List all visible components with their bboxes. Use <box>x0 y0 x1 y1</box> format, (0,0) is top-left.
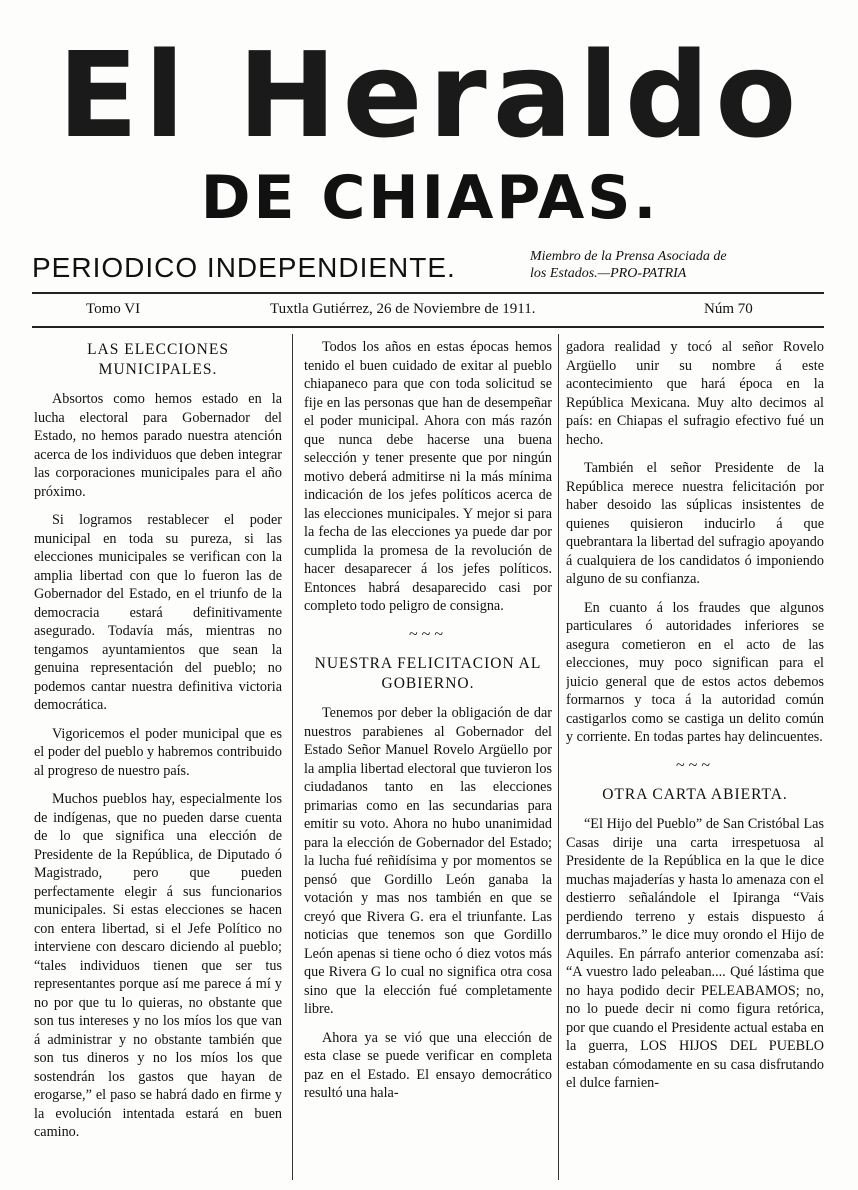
article-paragraph: gadora realidad y tocó al señor Rovelo Argüello unir su nombre á este acontecimiento que hará época en la República Mexicana. Muy alto decimos al país: en Chiapas el sufragio efectivo fué un hecho. <box>566 339 824 448</box>
rule-bottom <box>32 326 824 328</box>
press-membership-line1: Miembro de la Prensa Asociada de <box>530 249 727 264</box>
issue-number: Núm 70 <box>704 301 753 317</box>
column-2 <box>304 338 552 1178</box>
newspaper-subtitle: DE CHIAPAS. <box>200 163 660 233</box>
tagline: PERIODICO INDEPENDIENTE. <box>32 252 456 283</box>
column-3 <box>566 338 824 1178</box>
column-1 <box>34 338 282 1178</box>
column-divider-2 <box>558 334 559 1180</box>
article-paragraph: Vigoricemos el poder municipal que es el poder del pueblo y habremos contribuido al progreso de nuestro país. <box>34 725 282 779</box>
press-membership <box>530 248 830 282</box>
article-heading-carta: OTRA CARTA ABIERTA. <box>602 786 788 803</box>
article-paragraph: Tenemos por deber la obligación de dar nuestros parabienes al Gobernador del Estado Señor Manuel Rovelo Argüello por la amplia libertad electoral que tuvieron los ciudadanos tanto en las elecciones primarias como en las secundarias para emitir su voto. Ahora no hubo unanimidad para la elección de Gobernador del Estado; la lucha fué reñidísima y por momentos se pensó que Gordillo León ganaba la votación y mas nos también en que se creyó que Rivera G. era el triunfante. Las noticias que tenemos son que Gordillo León apenas si tiene ocho ó diez votos más que Rivera G lo cual no significa otra cosa sino que la elección fué completamente libre. <box>304 705 552 1017</box>
article-paragraph: En cuanto á los fraudes que algunos particulares ó autoridades inferiores se asegura cometieron en el acto de las elecciones, muy poco significan para el juicio general que de estos actos debemos formarnos y toca á la autoridad común castigarlos como se castiga un delito común y corriente. En todas partes hay delincuentes. <box>566 599 824 745</box>
column-divider-1 <box>292 334 293 1180</box>
ornament-divider: ~~~ <box>676 756 714 774</box>
article-paragraph: Ahora ya se vió que una elección de esta clase se puede verificar en completa paz en el Estado. El ensayo democrático resultó una hala- <box>304 1029 552 1101</box>
issue-line <box>32 298 824 324</box>
volume: Tomo VI <box>86 301 141 317</box>
article-paragraph: Todos los años en estas épocas hemos tenido el buen cuidado de exitar al pueblo chiapaneco para que con toda solicitud se fije en las personas que han de desempeñar el poder municipal. Ahora con más razón que nunca debe hacerse una buena selección y tener presente que por ningún motivo deberá admitirse ni la más mínima indicación de los jefes políticos acerca de las elecciones municipales. Y mejor si para la fecha de las elecciones ya puede dar por cumplida la promesa de la revolución de hacer desaparecer á los jefes políticos. Entonces habrá desaparecido casi por completo todo peligro de consigna. <box>304 339 552 614</box>
place-date: Tuxtla Gutiérrez, 26 de Noviembre de 1911. <box>270 301 536 317</box>
article-paragraph: Muchos pueblos hay, especialmente los de indígenas, que no pueden darse cuenta de lo que significa una elección de Presidente de la República, de Diputado ó Magistrado, pero que pueden perfectamente elegir á sus funcionarios municipales. Si estas elecciones se hacen con entera libertad, si el Jefe Político no interviene con descaro diciendo al pueblo; “tales individuos tienen que ser tus representantes porque así me parece á mí y no por que tu lo quieras, no obstante que son tus intereses y no los míos los que van á administrar y no obstante también que son tus dineros y no los míos los que sostendrán los gastos que hayan de erogarse,” el paso se habrá dado en firme y la evolución intentada estará en buen camino. <box>34 791 282 1140</box>
article-paragraph: También el señor Presidente de la República merece nuestra felicitación por haber desoido las súplicas insistentes de quienes quisieron inducirlo á que quebrantara la libertad del sufragio apoyando á cualquiera de los candidatos ó imponiendo alguno de su confianza. <box>566 460 824 587</box>
article-heading-elecciones: LAS ELECCIONES MUNICIPALES. <box>87 341 229 378</box>
masthead <box>0 0 858 300</box>
article-paragraph: “El Hijo del Pueblo” de San Cristóbal Las Casas dirije una carta irrespetuosa al Presidente de la República en la que le dice muchas majaderías y hasta lo amenaza con el destierro señalándole el Ipiranga “Vais perdiendo terreno y estais dispuesto á derrumbaros.” le dice muy orondo el Hijo de Aquiles. En párrafo anterior comenzaba así: “A vuestro lado peleaban.... Qué lástima que no haya podido decir PELEABAMOS; no, no lo puede decir ni como figura retórica, por que cuando el Presidente actual estaba en la guerra, LOS HIJOS DEL PUEBLO estaban cómodamente en su casa disfrutando el dulce farnien- <box>566 816 824 1091</box>
article-paragraph: Si logramos restablecer el poder municipal en toda su pureza, si las elecciones municipales se verifican con la amplia libertad con que lo fueron las de Gobernador del Estado, en el triunfo de la democracia estará definitivamente asegurado. Todavía más, mientras no tengamos ayuntamientos que sean la genuina representación del pueblo; no podemos cantar nuestra definitiva victoria democrática. <box>34 512 282 713</box>
press-membership-line2: los Estados.—PRO-PATRIA <box>530 266 687 281</box>
rule-top <box>32 292 824 294</box>
newspaper-title: El Heraldo <box>57 26 803 164</box>
article-paragraph: Absortos como hemos estado en la lucha electoral para Gobernador del Estado, no hemos parado nuestra atención acerca de los individuos que deben integrar las corporaciones municipales para el año próximo. <box>34 391 282 500</box>
ornament-divider: ~~~ <box>409 625 447 643</box>
article-heading-felicitacion: NUESTRA FELICITACION AL GOBIERNO. <box>314 655 542 692</box>
